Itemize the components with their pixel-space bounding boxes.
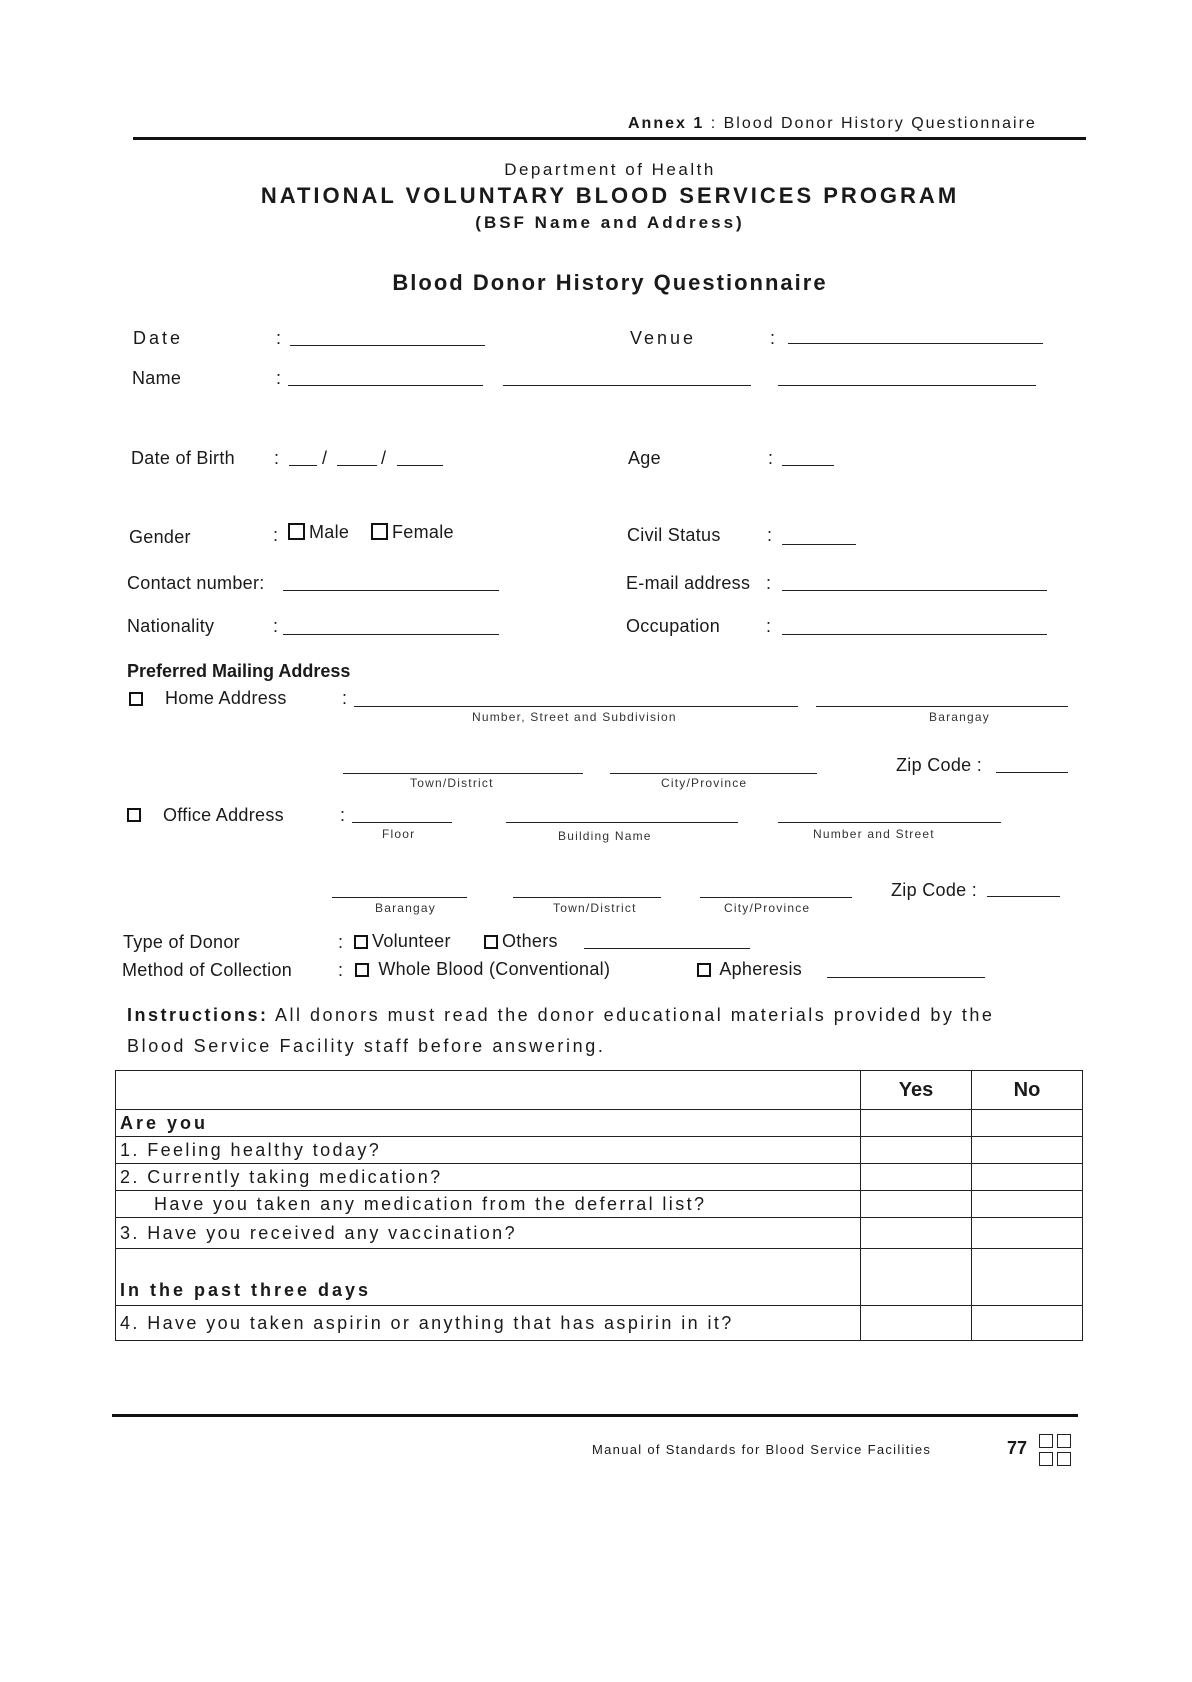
instructions-text-1: All donors must read the donor educational materials provided by the	[275, 1005, 995, 1025]
name-field-last[interactable]	[288, 385, 483, 386]
apheresis-checkbox[interactable]	[697, 963, 711, 977]
no-cell[interactable]	[972, 1249, 1083, 1306]
venue-colon: :	[770, 328, 776, 348]
dob-colon: :	[274, 448, 280, 468]
table-row	[116, 1218, 1083, 1249]
home-street-caption: Number, Street and Subdivision	[472, 710, 677, 724]
volunteer-option[interactable]	[354, 931, 451, 952]
gender-male-option[interactable]	[288, 522, 349, 543]
others-checkbox[interactable]	[484, 935, 498, 949]
method-label: Method of Collection	[122, 960, 293, 980]
question-4: 4. Have you taken aspirin or anything that has aspirin in it?	[116, 1306, 861, 1341]
bsf-name-address: (BSF Name and Address)	[475, 213, 745, 232]
office-town-caption: Town/District	[553, 901, 637, 915]
yes-cell[interactable]	[861, 1306, 972, 1341]
office-zip-label: Zip Code :	[891, 880, 978, 900]
others-option[interactable]	[484, 931, 558, 952]
table-row	[116, 1306, 1083, 1341]
table-row	[116, 1164, 1083, 1191]
gender-female-option[interactable]	[371, 522, 454, 543]
female-label: Female	[392, 522, 454, 542]
venue-label: Venue	[630, 328, 697, 348]
dob-year-field[interactable]	[397, 465, 443, 466]
dob-slash-2: /	[381, 448, 387, 468]
department: Department of Health	[504, 160, 716, 179]
yes-cell[interactable]	[861, 1110, 972, 1137]
donor-type-colon: :	[338, 932, 344, 952]
no-cell[interactable]	[972, 1137, 1083, 1164]
civil-status-label: Civil Status	[627, 525, 721, 545]
question-3: 3. Have you received any vaccination?	[116, 1218, 861, 1249]
date-field[interactable]	[290, 345, 485, 346]
no-cell[interactable]	[972, 1306, 1083, 1341]
yes-header: Yes	[861, 1071, 972, 1110]
question-2b-text: Have you taken any medication from the deferral list?	[154, 1193, 707, 1214]
whole-blood-checkbox[interactable]	[355, 963, 369, 977]
apheresis-label: Apheresis	[719, 959, 803, 979]
name-field-first[interactable]	[503, 385, 751, 386]
table-header-row	[116, 1071, 1083, 1110]
email-colon: :	[766, 573, 772, 593]
question-1: 1. Feeling healthy today?	[116, 1137, 861, 1164]
annex-header	[628, 115, 1037, 133]
question-2b	[116, 1191, 861, 1218]
office-barangay-caption: Barangay	[375, 901, 436, 915]
page-number: 77	[1007, 1438, 1028, 1458]
instructions-text-2: Blood Service Facility staff before answering.	[127, 1036, 606, 1056]
contact-field[interactable]	[283, 590, 499, 591]
age-label: Age	[628, 448, 661, 468]
annex-title: : Blood Donor History Questionnaire	[710, 115, 1037, 132]
civil-status-field[interactable]	[782, 544, 856, 545]
home-city-caption: City/Province	[661, 776, 748, 790]
male-checkbox[interactable]	[288, 523, 305, 540]
office-address-option[interactable]	[127, 804, 145, 825]
dob-label: Date of Birth	[131, 448, 235, 468]
no-cell[interactable]	[972, 1218, 1083, 1249]
table-row	[116, 1137, 1083, 1164]
others-label: Others	[502, 931, 558, 951]
home-address-option[interactable]	[129, 688, 147, 709]
header-question-cell	[116, 1071, 861, 1110]
home-address-checkbox[interactable]	[129, 692, 143, 706]
name-label: Name	[132, 368, 182, 388]
apheresis-field[interactable]	[827, 977, 985, 978]
home-barangay-caption: Barangay	[929, 710, 990, 724]
nationality-label: Nationality	[127, 616, 215, 636]
no-cell[interactable]	[972, 1164, 1083, 1191]
yes-cell[interactable]	[861, 1249, 972, 1306]
nationality-colon: :	[273, 616, 279, 636]
office-city-field[interactable]	[700, 897, 852, 898]
office-floor-field[interactable]	[352, 822, 452, 823]
office-address-checkbox[interactable]	[127, 808, 141, 822]
office-building-field[interactable]	[506, 822, 738, 823]
email-field[interactable]	[782, 590, 1047, 591]
whole-blood-option[interactable]	[355, 959, 610, 980]
dob-month-field[interactable]	[289, 465, 317, 466]
yes-cell[interactable]	[861, 1191, 972, 1218]
table-row	[116, 1249, 1083, 1306]
home-town-caption: Town/District	[410, 776, 494, 790]
home-zip-field[interactable]	[996, 772, 1068, 773]
instructions-line1	[127, 1005, 994, 1026]
male-label: Male	[309, 522, 350, 542]
home-address-label: Home Address	[165, 688, 287, 708]
office-address-label: Office Address	[163, 805, 284, 825]
no-header: No	[972, 1071, 1083, 1110]
method-colon: :	[338, 960, 344, 980]
email-label: E-mail address	[626, 573, 751, 593]
contact-label: Contact number:	[127, 573, 265, 593]
date-colon: :	[276, 328, 282, 348]
annex-label: Annex 1	[628, 115, 705, 132]
section-past-three-days-text: In the past three days	[120, 1280, 372, 1300]
office-zip-field[interactable]	[987, 896, 1060, 897]
office-barangay-field[interactable]	[332, 897, 467, 898]
home-barangay-field[interactable]	[816, 706, 1068, 707]
program-title: NATIONAL VOLUNTARY BLOOD SERVICES PROGRAM	[260, 183, 960, 208]
occupation-field[interactable]	[782, 634, 1047, 635]
table-row	[116, 1191, 1083, 1218]
dob-slash-1: /	[322, 448, 328, 468]
table-row	[116, 1110, 1083, 1137]
occupation-colon: :	[766, 616, 772, 636]
section-past-three-days	[116, 1249, 861, 1306]
office-street-caption: Number and Street	[813, 827, 935, 841]
name-field-middle[interactable]	[778, 385, 1036, 386]
civil-status-colon: :	[767, 525, 773, 545]
footer-rule	[112, 1414, 1078, 1417]
donor-type-label: Type of Donor	[123, 932, 240, 952]
home-street-field[interactable]	[354, 706, 798, 707]
instructions-label: Instructions:	[127, 1005, 269, 1025]
yes-cell[interactable]	[861, 1164, 972, 1191]
home-address-colon: :	[342, 688, 348, 708]
mailing-heading: Preferred Mailing Address	[127, 661, 351, 681]
volunteer-checkbox[interactable]	[354, 935, 368, 949]
header-rule	[133, 137, 1086, 140]
date-label: Date	[133, 328, 184, 348]
yes-cell[interactable]	[861, 1137, 972, 1164]
apheresis-option[interactable]	[697, 959, 802, 980]
office-building-caption: Building Name	[558, 829, 652, 843]
office-address-colon: :	[340, 805, 346, 825]
form-title: Blood Donor History Questionnaire	[392, 270, 828, 295]
home-town-field[interactable]	[343, 773, 583, 774]
footer-manual: Manual of Standards for Blood Service Facilities	[592, 1442, 932, 1457]
section-are-you: Are you	[116, 1110, 861, 1137]
office-town-field[interactable]	[513, 897, 661, 898]
occupation-label: Occupation	[626, 616, 721, 636]
volunteer-label: Volunteer	[372, 931, 451, 951]
office-floor-caption: Floor	[382, 827, 416, 841]
questionnaire-table	[115, 1070, 1083, 1341]
nationality-field[interactable]	[283, 634, 499, 635]
gender-colon: :	[273, 525, 279, 545]
no-cell[interactable]	[972, 1110, 1083, 1137]
name-colon: :	[276, 368, 282, 388]
gender-label: Gender	[129, 527, 191, 547]
venue-field[interactable]	[788, 343, 1043, 344]
dob-day-field[interactable]	[337, 465, 377, 466]
home-zip-label: Zip Code :	[896, 755, 983, 775]
no-cell[interactable]	[972, 1191, 1083, 1218]
female-checkbox[interactable]	[371, 523, 388, 540]
question-2: 2. Currently taking medication?	[116, 1164, 861, 1191]
yes-cell[interactable]	[861, 1218, 972, 1249]
age-field[interactable]	[782, 465, 834, 466]
others-field[interactable]	[584, 948, 750, 949]
whole-blood-label: Whole Blood (Conventional)	[378, 959, 611, 979]
office-city-caption: City/Province	[724, 901, 811, 915]
office-street-field[interactable]	[778, 822, 1001, 823]
age-colon: :	[768, 448, 774, 468]
home-city-field[interactable]	[610, 773, 817, 774]
